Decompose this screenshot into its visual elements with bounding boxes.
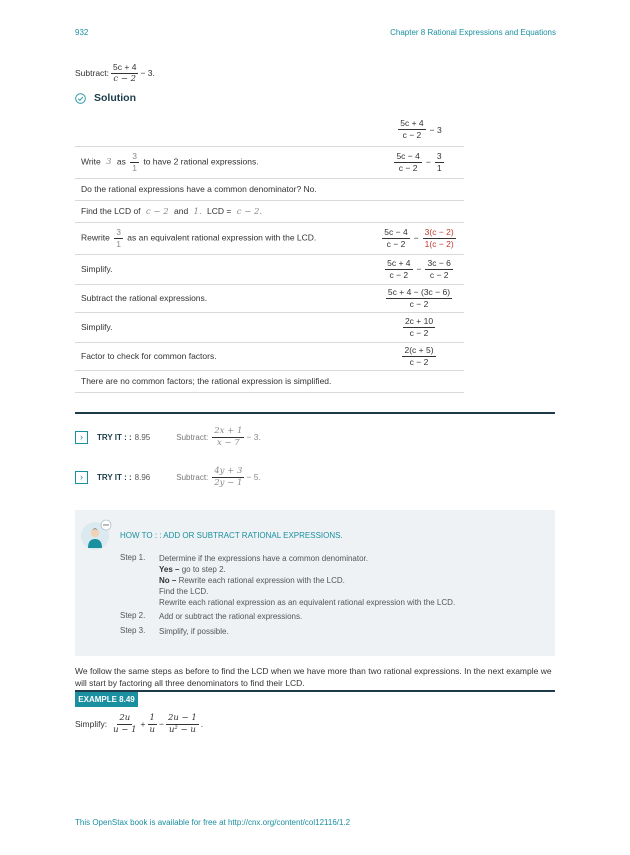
row-text: Do the rational expressions have a common denominator? No. — [75, 178, 464, 200]
math-denominator: c − 2 — [409, 327, 429, 338]
problem-label: Subtract: — [75, 68, 110, 79]
expand-chevron-icon[interactable]: › — [75, 471, 88, 484]
try-it-label: TRY IT : : — [97, 472, 132, 482]
math-denominator: c − 2 — [389, 269, 409, 280]
solution-row — [75, 146, 464, 178]
row-text-part: LCD = — [207, 205, 232, 216]
row-text-part: Write — [81, 156, 101, 167]
math-numerator: 2c + 10 — [404, 315, 434, 326]
try-it-number: 8.95 — [134, 432, 151, 442]
step-1-body — [159, 553, 455, 608]
try-it-prompt: Subtract: — [176, 432, 209, 442]
try-it-label: TRY IT : : — [97, 432, 132, 442]
math-denominator: c − 2 — [402, 130, 422, 141]
math-tail: − 3 — [429, 124, 442, 135]
row-text: Subtract the rational expressions. — [75, 284, 374, 312]
row-math — [374, 342, 464, 370]
math-numerator: 5c + 4 − (3c − 6) — [387, 286, 451, 297]
example-statement — [75, 714, 203, 735]
try-it-numerator: 2x + 1 — [214, 426, 243, 436]
try-it-denominator: 2y − 1 — [214, 477, 243, 488]
try-it-tail: − 3. — [246, 432, 261, 443]
section-divider — [75, 412, 555, 414]
row-text-part: Rewrite — [81, 232, 110, 243]
step-label: Step 2. — [120, 611, 146, 620]
row-text — [75, 222, 374, 254]
row-text: There are no common factors; the rational expression is simplified. — [75, 370, 464, 392]
row-math — [374, 312, 464, 342]
step-line: Rewrite each rational expression as an equivalent rational expression with the LCD. — [159, 598, 456, 607]
problem-fraction — [111, 63, 138, 84]
try-it-number: 8.96 — [134, 472, 151, 482]
row-text-part: Find the LCD of — [81, 205, 141, 216]
row-text-part: as an equivalent rational expression with the LCD. — [127, 232, 317, 243]
row-text: Simplify. — [75, 254, 374, 284]
problem-statement — [75, 63, 155, 84]
example-denominator: u − 1 — [113, 724, 137, 735]
step-line: No – Rewrite each rational expression with the LCD. — [159, 576, 345, 585]
solution-heading — [75, 92, 136, 104]
row-var: c − 2. — [236, 206, 263, 217]
math-denominator: c − 2 — [409, 298, 429, 309]
math-operator: − — [416, 264, 422, 274]
math-numerator: 5c + 4 — [387, 257, 411, 268]
solution-row — [75, 222, 464, 254]
problem-denominator: c − 2 — [113, 73, 137, 84]
step-line: Yes – go to step 2. — [159, 565, 226, 574]
try-it-8-96 — [75, 467, 261, 488]
example-divider — [75, 690, 555, 692]
row-text: Factor to check for common factors. — [75, 342, 374, 370]
row-text: Simplify. — [75, 312, 374, 342]
step-line: Find the LCD. — [159, 587, 209, 596]
inline-denominator: 1 — [116, 238, 121, 249]
math-numerator: 3c − 6 — [427, 257, 451, 268]
solution-row — [75, 370, 464, 392]
solution-row — [75, 178, 464, 200]
solution-row — [75, 200, 464, 222]
try-it-numerator: 4y + 3 — [214, 466, 243, 476]
page-number: 932 — [75, 28, 89, 37]
math-operator: − — [425, 157, 431, 167]
row-math — [374, 114, 464, 146]
step-3-body: Simplify, if possible. — [159, 627, 229, 636]
step-label: Step 3. — [120, 626, 146, 635]
solution-row — [75, 114, 464, 146]
problem-numerator: 5c + 4 — [113, 62, 137, 72]
step-label: Step 1. — [120, 553, 146, 562]
math-denominator: c − 2 — [386, 238, 406, 249]
example-tail: . — [200, 719, 204, 730]
expand-chevron-icon[interactable]: › — [75, 431, 88, 444]
try-it-denominator: x − 7 — [216, 437, 240, 448]
math-denominator: c − 2 — [398, 162, 418, 173]
try-it-tail: − 5. — [246, 472, 261, 483]
row-text-part: as — [116, 156, 126, 167]
example-denominator: u — [149, 724, 155, 735]
person-thinking-icon — [80, 518, 112, 552]
solution-row — [75, 312, 464, 342]
footer-text: This OpenStax book is available for free at http://cnx.org/content/col12116/1.2 — [75, 818, 351, 827]
math-numerator: 5c − 4 — [384, 226, 408, 237]
math-denominator-highlight: 1(c − 2) — [424, 238, 454, 249]
try-it-8-95 — [75, 427, 261, 448]
example-numerator: 2u − 1 — [167, 713, 197, 723]
row-math — [374, 284, 464, 312]
math-denominator: 1 — [436, 162, 442, 173]
example-numerator: 2u — [119, 713, 131, 723]
math-denominator: c − 2 — [409, 356, 429, 367]
math-denominator: c − 2 — [429, 269, 449, 280]
example-prompt: Simplify: — [75, 719, 108, 730]
check-circle-icon — [75, 93, 86, 104]
math-numerator: 5c − 4 — [396, 150, 420, 161]
row-math — [374, 222, 464, 254]
solution-title: Solution — [94, 92, 136, 104]
solution-row — [75, 342, 464, 370]
row-text — [75, 146, 374, 178]
problem-tail: − 3. — [140, 68, 155, 79]
solution-table — [75, 114, 464, 393]
chapter-title: Chapter 8 Rational Expressions and Equations — [390, 28, 556, 37]
example-label: EXAMPLE 8.49 — [75, 692, 138, 707]
row-text — [75, 114, 374, 146]
body-paragraph: We follow the same steps as before to find the LCD when we have more than two rational expressions. In the next example we will start by factoring all three denominators to find their LCD. — [75, 666, 552, 688]
row-math — [374, 254, 464, 284]
math-numerator: 5c + 4 — [400, 118, 424, 129]
row-text — [75, 200, 464, 222]
row-var: 3 — [106, 157, 112, 168]
example-operator: + — [140, 719, 146, 730]
inline-denominator: 1 — [132, 162, 137, 173]
row-math — [374, 146, 464, 178]
solution-row — [75, 254, 464, 284]
example-operator: − — [159, 719, 164, 730]
example-numerator: 1 — [149, 713, 155, 723]
step-line: Determine if the expressions have a common denominator. — [159, 554, 368, 563]
row-text-part: and — [173, 205, 189, 216]
math-numerator: 3 — [436, 150, 442, 161]
inline-numerator: 3 — [116, 226, 121, 237]
example-denominator: u² − u — [168, 724, 196, 735]
try-it-prompt: Subtract: — [176, 472, 209, 482]
row-text-part: to have 2 rational expressions. — [143, 156, 259, 167]
inline-numerator: 3 — [132, 150, 137, 161]
solution-row — [75, 284, 464, 312]
math-operator: − — [413, 233, 419, 243]
row-var: 1. — [193, 206, 202, 217]
step-2-body: Add or subtract the rational expressions. — [159, 612, 303, 621]
how-to-title: HOW TO : : ADD OR SUBTRACT RATIONAL EXPRESSIONS. — [120, 531, 343, 540]
math-numerator: 2(c + 5) — [404, 344, 434, 355]
math-numerator-highlight: 3(c − 2) — [424, 226, 454, 237]
row-var: c − 2 — [145, 206, 169, 217]
